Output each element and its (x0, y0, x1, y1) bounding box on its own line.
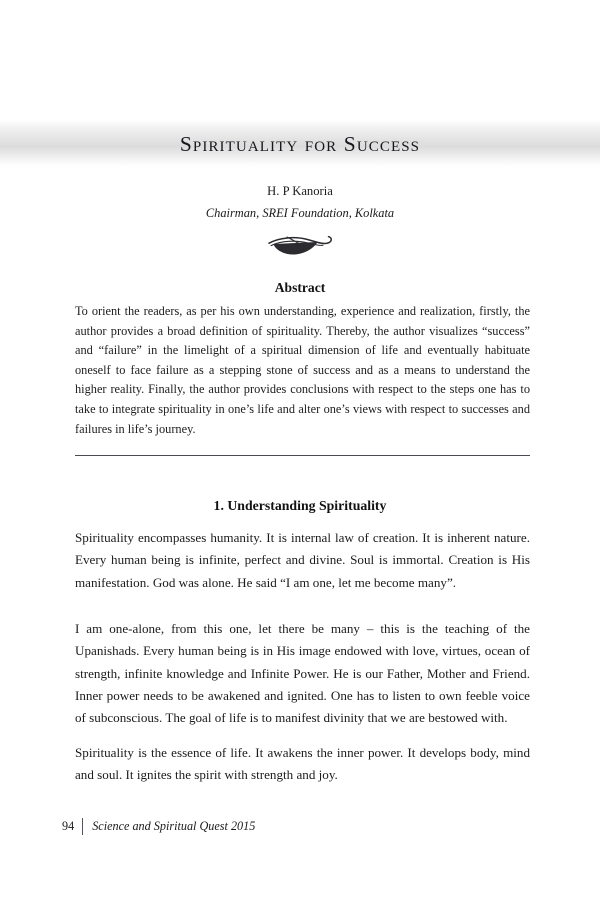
page-title: Spirituality for Success (179, 131, 421, 156)
footer-page-number: 94 (62, 818, 75, 833)
abstract-heading: Abstract (274, 280, 326, 295)
section-paragraph: Spirituality encompasses humanity. It is internal law of creation. It is inherent nature. Every human being is infinite, perfect and divine. Soul is immortal. Creation is His manifestation. God was alone. He said “I am one, let me become many”. (75, 530, 530, 590)
author-block (0, 182, 600, 223)
footer-publication-title: Science and Spiritual Quest 2015 (92, 818, 256, 833)
page-footer (62, 816, 255, 836)
author-name: H. P Kanoria (267, 184, 333, 198)
abstract-text: To orient the readers, as per his own understanding, experience and realization, firstly, the author provides a broad definition of spirituality. Thereby, the author visualizes “success” and “failure” in the limelight of a spiritual dimension of life and eventually habituate oneself to face failure as a stepping stone of success and as a means to understand the higher reality. Finally, the author provides conclusions with respect to the steps one has to take to integrate spirituality in one’s life and alter one’s views with respect to successes and failures in life’s journey. (75, 304, 530, 436)
section-paragraph: Spirituality is the essence of life. It awakens the inner power. It develops body, mind and soul. It ignites the spirit with strength and joy. (75, 745, 530, 783)
author-affiliation: Chairman, SREI Foundation, Kolkata (205, 205, 395, 220)
flourish-ornament (0, 231, 600, 257)
abstract-divider (75, 455, 530, 456)
section-paragraph: I am one-alone, from this one, let there be many – this is the teaching of the Upanishads. Every human being is in His image endowed with love, virtues, ocean of strength, infinite knowledge and Infinite Power. He is our Father, Mother and Friend. Inner power needs to be awakened and ignited. One has to listen to own feeble voice of subconscious. The goal of life is to manifest divinity that we are bestowed with. (75, 621, 530, 726)
section-heading-1: 1. Understanding Spirituality (213, 498, 387, 513)
title-banner (0, 121, 600, 167)
